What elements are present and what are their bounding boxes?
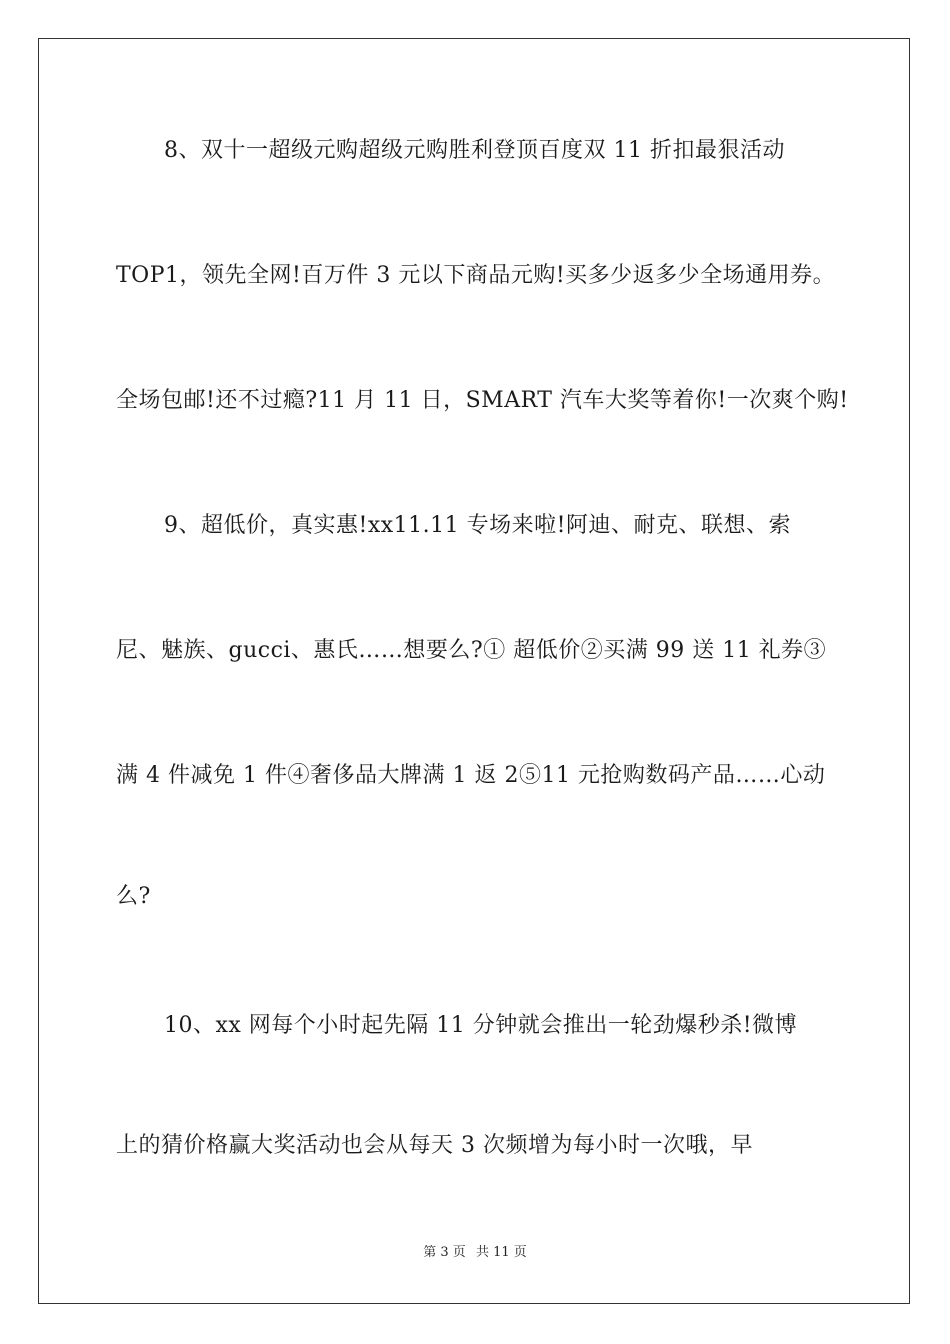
page-footer [0, 1244, 950, 1262]
page-border [38, 38, 910, 1304]
paragraph-9-line-2: 尼、魅族、gucci、惠氏……想要么?① 超低价②买满 99 送 11 礼券③ [116, 638, 827, 663]
paragraph-8-line-1: 8、双十一超级元购超级元购胜利登顶百度双 11 折扣最狠活动 [164, 138, 785, 163]
paragraph-9-line-1: 9、超低价，真实惠!xx11.11 专场来啦!阿迪、耐克、联想、索 [164, 513, 791, 538]
total-pages-label: 共 11 页 [475, 1245, 527, 1260]
page-number-label: 第 3 页 [423, 1245, 466, 1260]
paragraph-9-line-4: 么? [116, 884, 151, 909]
paragraph-9-line-3: 满 4 件减免 1 件④奢侈品大牌满 1 返 2⑤11 元抢购数码产品……心动 [116, 763, 826, 788]
paragraph-8-line-2: TOP1，领先全网!百万件 3 元以下商品元购!买多少返多少全场通用券。 [116, 263, 836, 288]
paragraph-10-line-1: 10、xx 网每个小时起先隔 11 分钟就会推出一轮劲爆秒杀!微博 [164, 1013, 798, 1038]
paragraph-10-line-2: 上的猜价格赢大奖活动也会从每天 3 次频增为每小时一次哦，早 [116, 1133, 753, 1158]
paragraph-8-line-3: 全场包邮!还不过瘾?11 月 11 日，SMART 汽车大奖等着你!一次爽个购! [116, 388, 849, 413]
